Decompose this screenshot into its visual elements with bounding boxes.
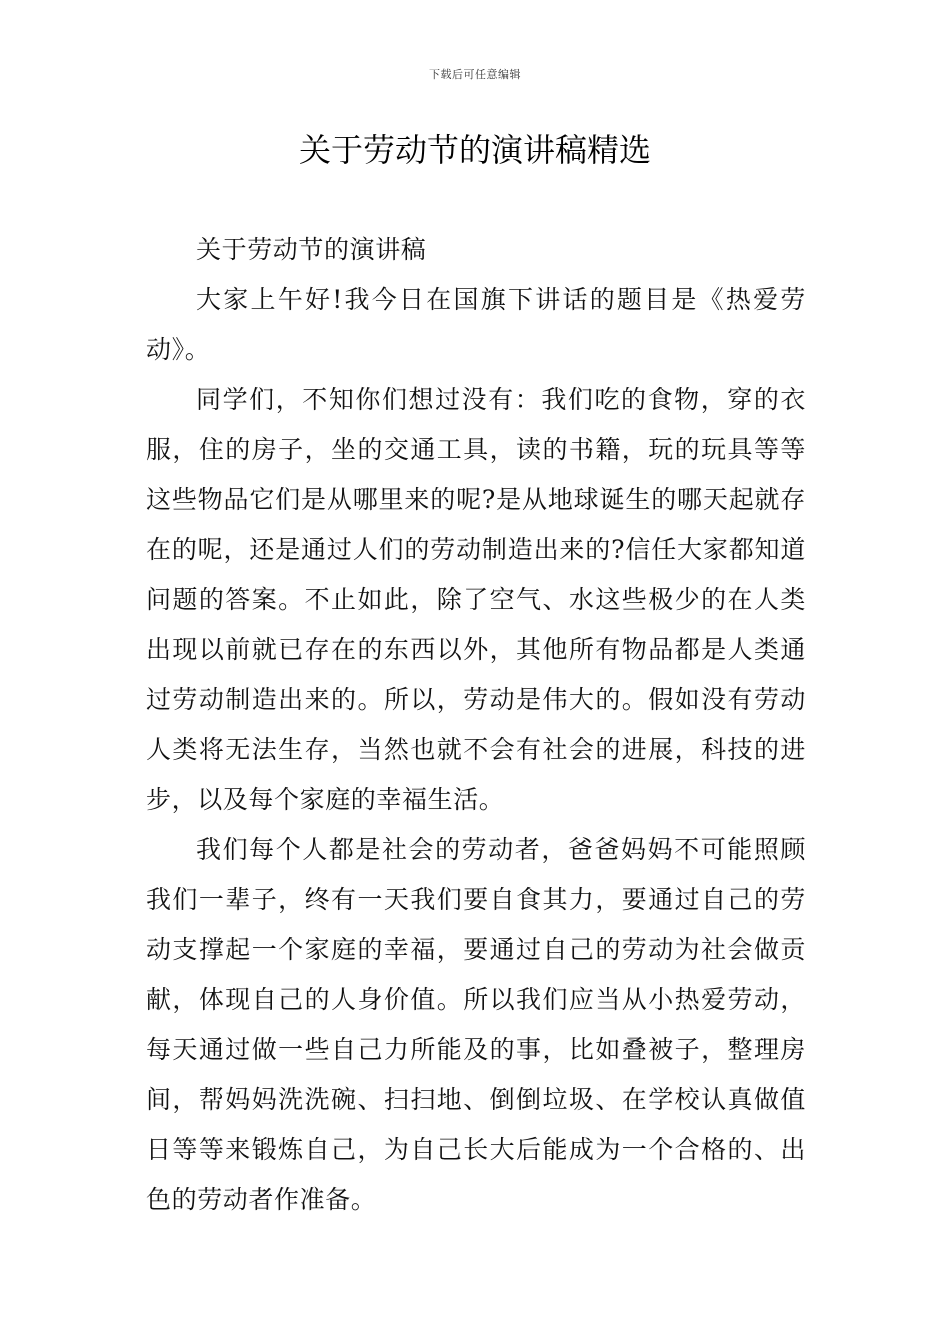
document-body — [146, 225, 806, 1225]
paragraph-greeting: 大家上午好!我今日在国旗下讲话的题目是《热爱劳动》。 — [146, 285, 806, 364]
document-title: 关于劳动节的演讲稿精选 — [298, 131, 651, 169]
header-note: 下载后可任意编辑 — [429, 68, 521, 81]
paragraph-body-1: 同学们，不知你们想过没有：我们吃的食物，穿的衣服，住的房子，坐的交通工具，读的书籍，玩的玩具等等这些物品它们是从哪里来的呢?是从地球诞生的哪天起就存在的呢，还是通过人们的劳动制造出来的?信任大家都知道问题的答案。不止如此，除了空气、水这些极少的在人类出现以前就已存在的东西以外，其他所有物品都是人类通过劳动制造出来的。所以，劳动是伟大的。假如没有劳动人类将无法生存，当然也就不会有社会的进展，科技的进步，以及每个家庭的幸福生活。 — [146, 385, 806, 814]
paragraph-body-2: 我们每个人都是社会的劳动者，爸爸妈妈不可能照顾我们一辈子，终有一天我们要自食其力，要通过自己的劳动支撑起一个家庭的幸福，要通过自己的劳动为社会做贡献，体现自己的人身价值。所以我们应当从小热爱劳动，每天通过做一些自己力所能及的事，比如叠被子，整理房间，帮妈妈洗洗碗、扫扫地、倒倒垃圾、在学校认真做值日等等来锻炼自己，为自己长大后能成为一个合格的、出色的劳动者作准备。 — [146, 835, 806, 1214]
paragraph-subtitle: 关于劳动节的演讲稿 — [196, 235, 427, 264]
